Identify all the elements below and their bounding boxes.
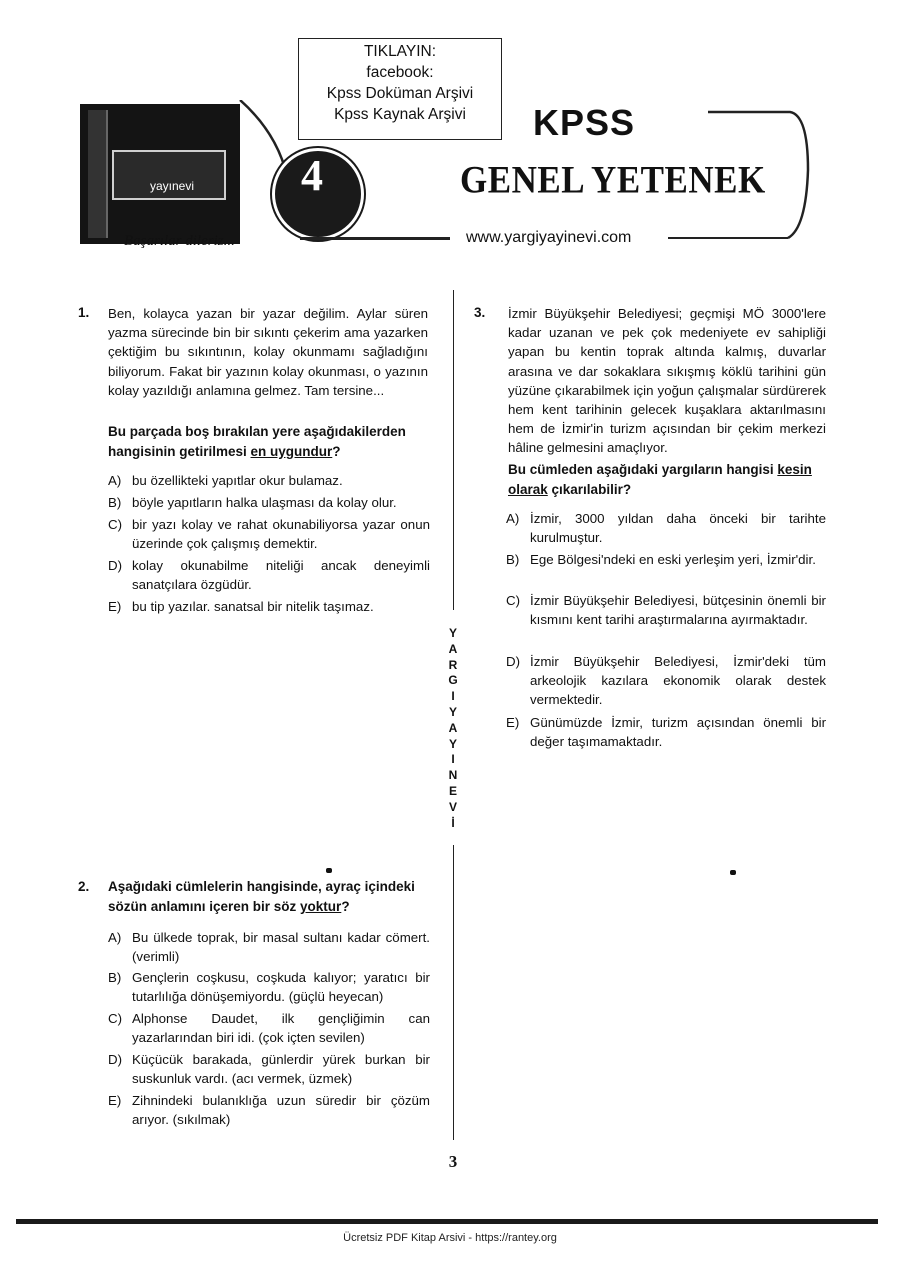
publisher-website[interactable]: www.yargiyayinevi.com xyxy=(466,229,632,246)
question-2-option-e[interactable]: E) Zihnindeki bulanıklığa uzun süredir bir çözüm arıyor. (sıkılmak) xyxy=(108,1093,430,1128)
question-3-option-b[interactable]: B) Ege Bölgesi'ndeki en eski yerleşim yeri, İzmir'dir. xyxy=(506,552,816,567)
question-1-option-c[interactable]: C) bir yazı kolay ve rahat okunabiliyorsa yazar onun üzerinde çok çalışmış demektir. xyxy=(108,517,430,552)
logo-decoration xyxy=(88,110,108,238)
column-divider-bottom xyxy=(453,845,454,1140)
footer-credit[interactable]: Ücretsiz PDF Kitap Arsivi - https://rantey.org xyxy=(343,1232,557,1244)
page-number: 3 xyxy=(448,1152,458,1171)
promo-box[interactable] xyxy=(298,38,502,140)
question-1-number: 1. xyxy=(78,305,90,320)
question-2-number: 2. xyxy=(78,879,90,894)
scan-mark xyxy=(326,868,332,873)
header-rule-left xyxy=(300,237,450,240)
subject-title: GENEL YETENEK xyxy=(460,158,766,202)
column-divider-top xyxy=(453,290,454,610)
question-1-passage: Ben, kolayca yazan bir yazar değilim. Aylar süren yazma sürecinde bin bir sıkıntı çekerim ama yazarken çektiğim bu sıkıntının, kolay okunmamı sağladığını biliyorum. Fakat bir yazının kolay okunması, o yazının kolay yazıldığı anlamına gelmez. Tam tersine... xyxy=(108,306,428,398)
vertical-publisher-text: Y A R G I Y A Y I N E V İ xyxy=(448,626,458,830)
promo-line-4: Kpss Kaynak Arşivi xyxy=(334,106,466,123)
question-3-stem: Bu cümleden aşağıdaki yargıların hangisi kesin olarak çıkarılabilir? xyxy=(508,462,812,497)
bottom-rule xyxy=(16,1219,878,1224)
slogan: Başarılar dileriz... xyxy=(124,233,235,249)
question-2-option-d[interactable]: D) Küçücük barakada, günlerdir yürek burkan bir suskunluk vardı. (acı vermek, üzmek) xyxy=(108,1052,430,1087)
question-2-option-b[interactable]: B) Gençlerin coşkusu, coşkuda kalıyor; yaratıcı bir tutarlılığa dönüşemiyordu. (güçlü heyecan) xyxy=(108,970,430,1005)
question-1-option-a[interactable]: A) bu özellikteki yapıtlar okur bulamaz. xyxy=(108,473,343,488)
exam-title: KPSS xyxy=(533,102,636,143)
promo-line-2: facebook: xyxy=(366,64,434,81)
question-2-stem: Aşağıdaki cümlelerin hangisinde, ayraç içindeki sözün anlamını içeren bir söz yoktur? xyxy=(108,879,415,914)
question-1-option-e[interactable]: E) bu tip yazılar. sanatsal bir nitelik taşımaz. xyxy=(108,599,374,614)
question-3-option-a[interactable]: A) İzmir, 3000 yıldan daha önceki bir tarihte kurulmuştur. xyxy=(506,511,826,546)
question-1-stem: Bu parçada boş bırakılan yere aşağıdakilerden hangisinin getirilmesi en uygundur? xyxy=(108,424,406,459)
scan-mark-right xyxy=(730,870,736,875)
promo-line-3: Kpss Doküman Arşivi xyxy=(326,85,474,102)
question-3-passage: İzmir Büyükşehir Belediyesi; geçmişi MÖ 3000'lere kadar uzanan ve pek çok medeniyete ev sahipliği yapan bu kentin toprak altında kalmış, duvarlar arasına ve dar sokaklara sıkışmış köklü tarihini gün yüzüne çıkarabilmek için yoğun çalışmalar sürdürerek hem kent tarihinin gelecek kuşaklara aktarılmasını hem de İzmir'in turizm açısından bir çekim merkezi hâline gelmesini amaçlıyor. xyxy=(508,306,826,456)
question-3-option-d[interactable]: D) İzmir Büyükşehir Belediyesi, İzmir'deki tüm arkeolojik kazılara ekonomik olarak destek vermektedir. xyxy=(506,654,826,708)
question-3-number: 3. xyxy=(474,305,486,320)
logo-word: yayınevi xyxy=(150,179,195,193)
question-3-option-e[interactable]: E) Günümüzde İzmir, turizm açısından önemli bir değer taşımamaktadır. xyxy=(506,715,826,750)
question-1-option-b[interactable]: B) böyle yapıtların halka ulaşması da kolay olur. xyxy=(108,495,397,510)
promo-line-1: TIKLAYIN: xyxy=(363,43,437,60)
question-1-option-d[interactable]: D) kolay okunabilme niteliği ancak deneyimli sanatçılara özgüdür. xyxy=(108,558,430,593)
question-2-option-a[interactable]: A) Bu ülkede toprak, bir masal sultanı kadar cömert. (verimli) xyxy=(108,930,430,965)
question-3-option-c[interactable]: C) İzmir Büyükşehir Belediyesi, bütçesinin önemli bir kısmını kent tarihi araştırmalarına ayırmaktadır. xyxy=(506,593,826,628)
question-2-option-c[interactable]: C) Alphonse Daudet, ilk gençliğimin can yazarlarından biri idi. (çok içten sevilen) xyxy=(108,1011,430,1046)
header-bracket xyxy=(700,100,820,245)
volume-number: 4 xyxy=(301,151,323,200)
